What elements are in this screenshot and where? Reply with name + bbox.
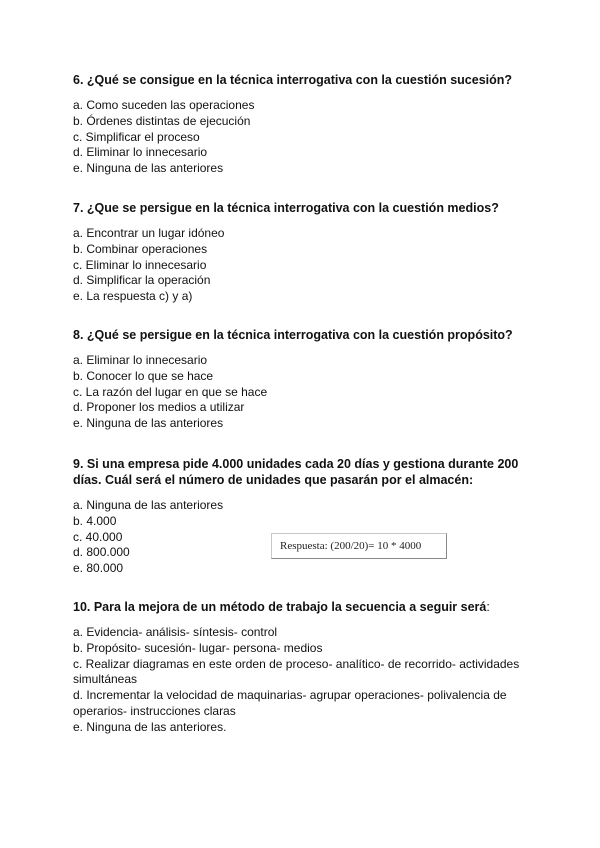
option-8b: b. Conocer lo que se hace bbox=[73, 368, 214, 383]
option-7c: c. Eliminar lo innecesario bbox=[73, 257, 207, 272]
question-8 bbox=[73, 327, 543, 432]
option-10a: a. Evidencia- análisis- síntesis- control bbox=[73, 625, 278, 639]
question-8-title: 8. ¿Qué se persigue en la técnica interrogativa con la cuestión propósito? bbox=[73, 328, 513, 342]
option-8e: e. Ninguna de las anteriores bbox=[73, 416, 224, 431]
option-9d: d. 800.000 bbox=[73, 545, 130, 560]
question-9-title: 9. Si una empresa pide 4.000 unidades cada 20 días y gestiona durante 200 días. Cuál será el número de unidades que pasarán por el almacén: bbox=[73, 457, 519, 487]
option-10b: b. Propósito- sucesión- lugar- persona- medios bbox=[73, 640, 323, 655]
question-10-title bbox=[73, 599, 543, 615]
option-6a: a. Como suceden las operaciones bbox=[73, 98, 255, 112]
question-10-title-colon: : bbox=[486, 600, 490, 614]
question-10 bbox=[73, 599, 543, 736]
option-8c: c. La razón del lugar en que se hace bbox=[73, 384, 268, 399]
option-7d: d. Simplificar la operación bbox=[73, 273, 211, 288]
option-6d: d. Eliminar lo innecesario bbox=[73, 145, 208, 160]
option-10d: d. Incrementar la velocidad de maquinarias- agrupar operaciones- polivalencia de operarios- instrucciones claras bbox=[73, 688, 507, 718]
question-6 bbox=[73, 72, 543, 177]
option-7b: b. Combinar operaciones bbox=[73, 241, 208, 256]
option-10c: c. Realizar diagramas en este orden de proceso- analítico- de recorrido- actividades simultáneas bbox=[73, 656, 520, 687]
answer-box: Respuesta: (200/20)= 10 * 4000 bbox=[271, 533, 447, 559]
option-8a: a. Eliminar lo innecesario bbox=[73, 353, 208, 367]
option-7a: a. Encontrar un lugar idóneo bbox=[73, 226, 225, 240]
question-10-title-text: 10. Para la mejora de un método de trabajo la secuencia a seguir será bbox=[73, 600, 487, 614]
option-6b: b. Órdenes distintas de ejecución bbox=[73, 113, 251, 128]
option-8d: d. Proponer los medios a utilizar bbox=[73, 400, 245, 415]
option-9a: a. Ninguna de las anteriores bbox=[73, 498, 224, 512]
question-7 bbox=[73, 200, 543, 305]
option-10e: e. Ninguna de las anteriores. bbox=[73, 719, 227, 734]
option-6e: e. Ninguna de las anteriores bbox=[73, 161, 224, 176]
option-9b: b. 4.000 bbox=[73, 513, 117, 528]
question-7-title: 7. ¿Que se persigue en la técnica interrogativa con la cuestión medios? bbox=[73, 201, 499, 215]
option-7e: e. La respuesta c) y a) bbox=[73, 289, 193, 304]
option-9e: e. 80.000 bbox=[73, 561, 124, 576]
option-6c: c. Simplificar el proceso bbox=[73, 129, 200, 144]
option-9c: c. 40.000 bbox=[73, 529, 123, 544]
question-6-title: 6. ¿Qué se consigue en la técnica interrogativa con la cuestión sucesión? bbox=[73, 73, 513, 87]
